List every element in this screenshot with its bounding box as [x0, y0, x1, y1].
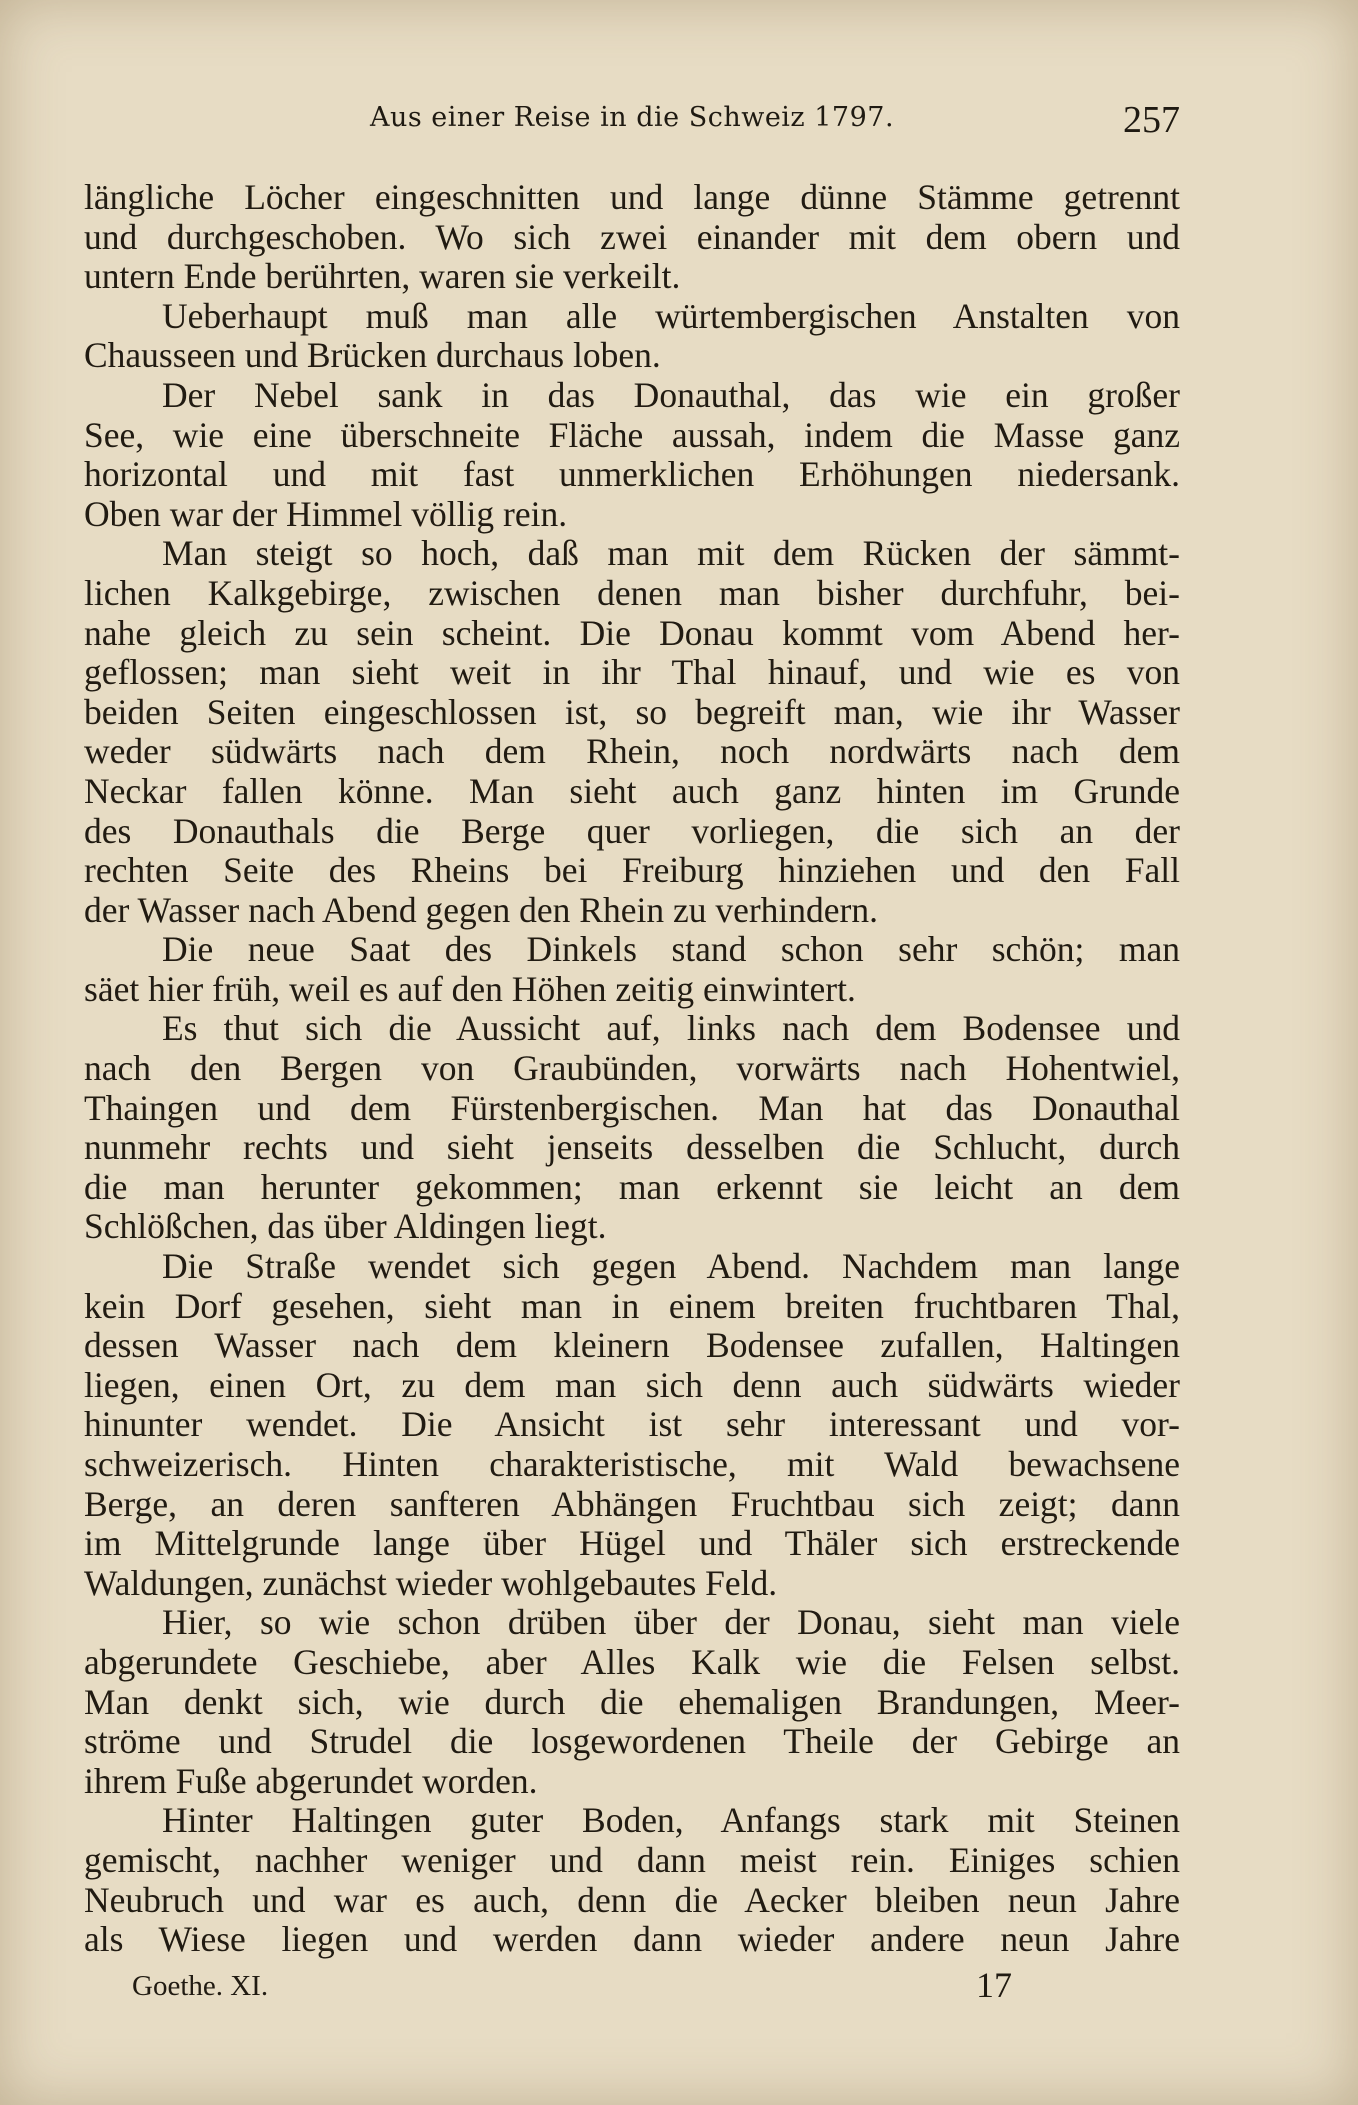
text-line: horizontal und mit fast unmerklichen Erhöhungen niedersank. — [84, 454, 1180, 495]
text-line: Chausseen und Brücken durchaus loben. — [84, 335, 661, 376]
text-line: als Wiese liegen und werden dann wieder andere neun Jahre — [84, 1919, 1180, 1960]
text-line: geflossen; man sieht weit in ihr Thal hinauf, und wie es von — [84, 652, 1180, 693]
running-title: Aus einer Reise in die Schweiz 1797. — [369, 102, 895, 133]
text-line: der Wasser nach Abend gegen den Rhein zu verhindern. — [84, 889, 878, 930]
text-line: des Donauthals die Berge quer vorliegen, die sich an der — [84, 810, 1180, 851]
text-line: Berge, an deren sanfteren Abhängen Fruchtbau sich zeigt; dann — [84, 1483, 1180, 1524]
text-line: und durchgeschoben. Wo sich zwei einander mit dem obern und — [84, 216, 1180, 257]
text-line: beiden Seiten eingeschlossen ist, so begreift man, wie ihr Wasser — [84, 691, 1180, 732]
text-line: Der Nebel sank in das Donauthal, das wie ein großer — [162, 374, 1180, 415]
text-line: ihrem Fuße abgerundet worden. — [84, 1760, 538, 1801]
text-line: Man denkt sich, wie durch die ehemaligen Brandungen, Meer- — [84, 1681, 1180, 1722]
text-line: Ueberhaupt muß man alle würtembergischen Anstalten von — [162, 295, 1180, 336]
text-line: gemischt, nachher weniger und dann meist rein. Einiges schien — [84, 1839, 1180, 1880]
text-line: dessen Wasser nach dem kleinern Bodensee zufallen, Haltingen — [84, 1325, 1180, 1366]
text-line: abgerundete Geschiebe, aber Alles Kalk wie die Felsen selbst. — [84, 1641, 1180, 1682]
text-line: nunmehr rechts und sieht jenseits desselben die Schlucht, durch — [84, 1127, 1180, 1168]
text-line: nach den Bergen von Graubünden, vorwärts nach Hohentwiel, — [84, 1048, 1180, 1089]
text-line: lichen Kalkgebirge, zwischen denen man bisher durchfuhr, bei- — [84, 572, 1180, 613]
text-line: rechten Seite des Rheins bei Freiburg hinziehen und den Fall — [84, 850, 1180, 891]
text-line: hinunter wendet. Die Ansicht ist sehr interessant und vor- — [84, 1404, 1180, 1445]
text-line: die man herunter gekommen; man erkennt sie leicht an dem — [84, 1166, 1180, 1207]
text-line: Die neue Saat des Dinkels stand schon sehr schön; man — [162, 929, 1180, 970]
text-line: Hier, so wie schon drüben über der Donau, sieht man viele — [162, 1602, 1180, 1643]
text-line: Hinter Haltingen guter Boden, Anfangs stark mit Steinen — [162, 1800, 1180, 1841]
text-line: Oben war der Himmel völlig rein. — [84, 493, 568, 534]
text-line: liegen, einen Ort, zu dem man sich denn auch südwärts wieder — [84, 1364, 1180, 1405]
text-line: Es thut sich die Aussicht auf, links nach dem Bodensee und — [162, 1008, 1180, 1049]
text-line: weder südwärts nach dem Rhein, noch nordwärts nach dem — [84, 731, 1180, 772]
text-line: Thaingen und dem Fürstenbergischen. Man hat das Donauthal — [84, 1087, 1180, 1128]
sheet-number: 17 — [976, 1965, 1012, 2005]
text-line: säet hier früh, weil es auf den Höhen zeitig einwintert. — [84, 968, 856, 1009]
text-line: Schlößchen, das über Aldingen liegt. — [84, 1206, 607, 1247]
text-line: Waldungen, zunächst wieder wohlgebautes Feld. — [84, 1562, 778, 1603]
text-line: kein Dorf gesehen, sieht man in einem breiten fruchtbaren Thal, — [84, 1285, 1180, 1326]
text-line: untern Ende berührten, waren sie verkeilt. — [84, 256, 681, 297]
text-line: Die Straße wendet sich gegen Abend. Nachdem man lange — [162, 1246, 1180, 1287]
text-line: im Mittelgrunde lange über Hügel und Thäler sich erstreckende — [84, 1523, 1180, 1564]
text-line: schweizerisch. Hinten charakteristische, mit Wald bewachsene — [84, 1444, 1180, 1484]
text-line: Man steigt so hoch, daß man mit dem Rücken der sämmt- — [162, 533, 1180, 574]
text-line: nahe gleich zu sein scheint. Die Donau kommt vom Abend her- — [84, 612, 1180, 653]
page-header — [84, 98, 1180, 150]
text-line: Neckar fallen könne. Man sieht auch ganz hinten im Grunde — [84, 770, 1180, 811]
page-footer — [84, 1964, 1180, 2008]
page-number: 257 — [1123, 99, 1180, 141]
text-line: ströme und Strudel die losgewordenen Theile der Gebirge an — [84, 1721, 1180, 1762]
text-line: Neubruch und war es auch, denn die Aecker bleiben neun Jahre — [84, 1879, 1180, 1920]
body-text — [84, 178, 1180, 1960]
printer-signature: Goethe. XI. — [132, 1970, 269, 2002]
text-line: See, wie eine überschneite Fläche aussah, indem die Masse ganz — [84, 414, 1180, 455]
text-line: längliche Löcher eingeschnitten und lange dünne Stämme getrennt — [84, 177, 1180, 217]
